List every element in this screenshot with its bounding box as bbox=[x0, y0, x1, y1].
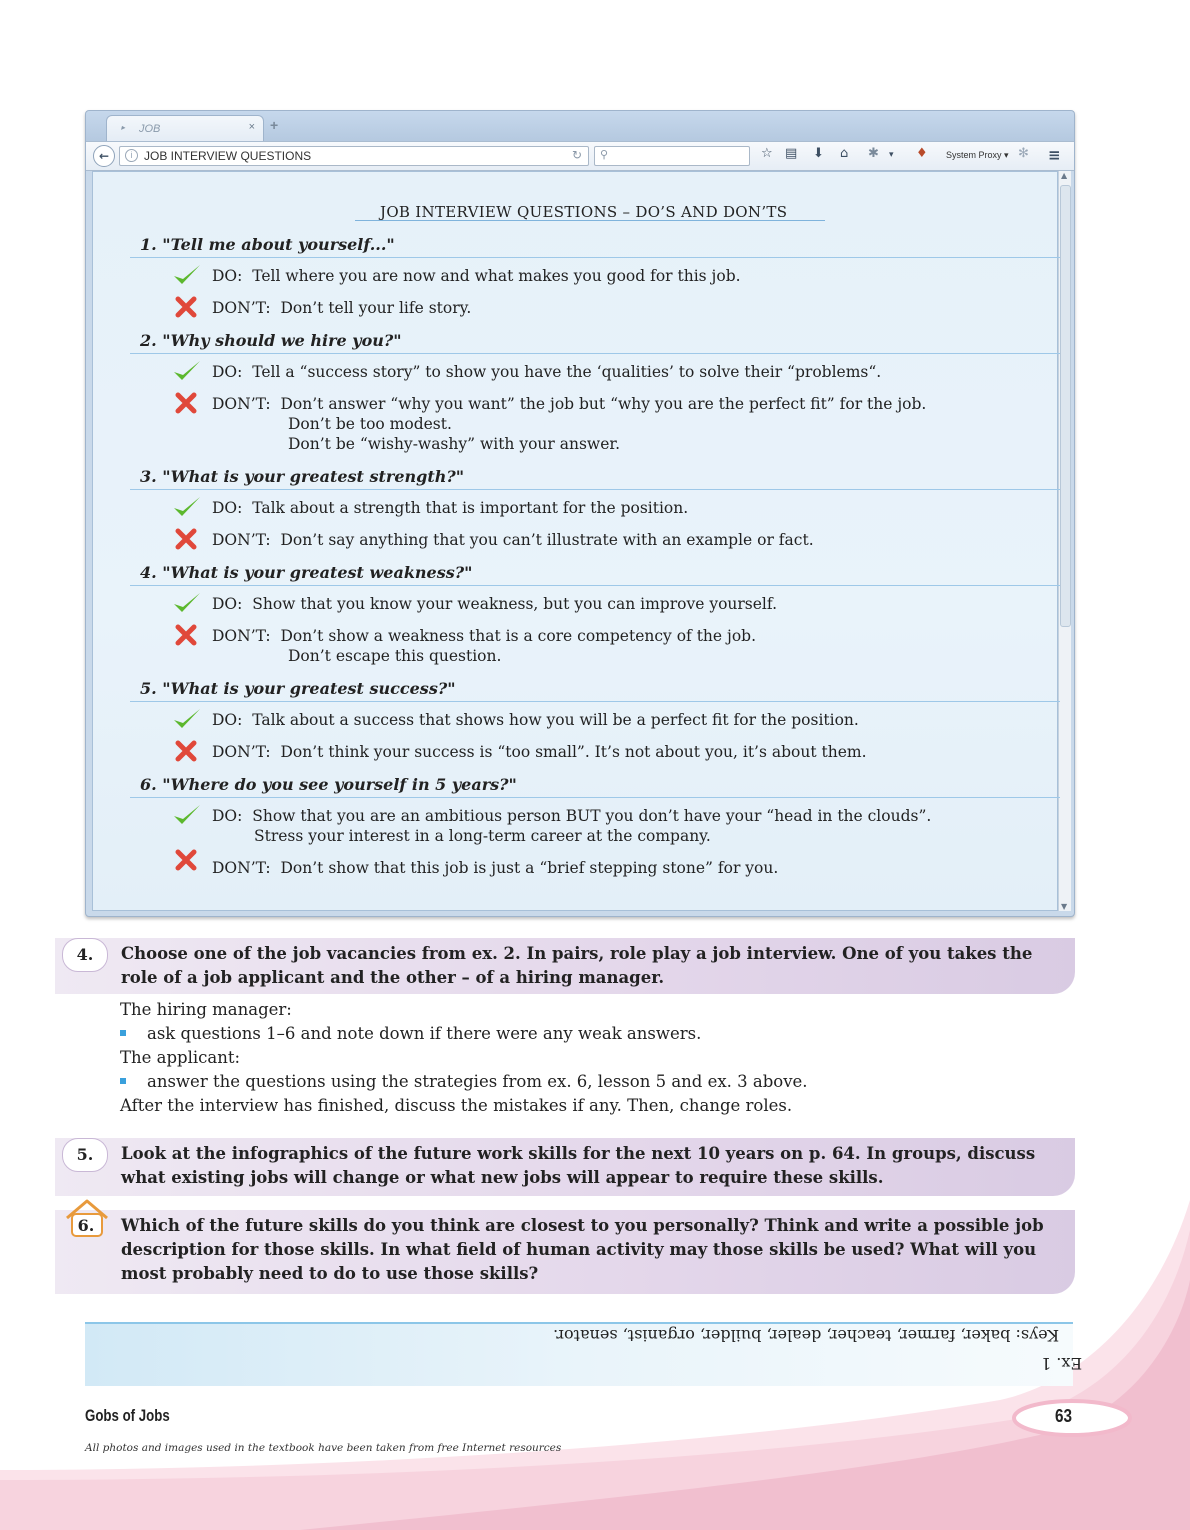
hiring-manager-label: The hiring manager: bbox=[120, 1000, 292, 1019]
do-text: Tell where you are now and what makes you good for this job. bbox=[252, 267, 741, 285]
image-credit-note: All photos and images used in the textbook have been taken from free Internet resources bbox=[85, 1442, 562, 1454]
back-button[interactable] bbox=[93, 145, 115, 167]
dont-text: Don’t tell your life story. bbox=[280, 299, 472, 317]
do-item bbox=[212, 807, 931, 825]
bullet-marker bbox=[120, 1078, 126, 1084]
do-text: Talk about a strength that is important for the position. bbox=[252, 499, 689, 517]
search-icon: ⚲ bbox=[600, 148, 609, 161]
close-tab-icon[interactable]: × bbox=[248, 121, 255, 133]
dont-item bbox=[212, 299, 471, 317]
search-input[interactable] bbox=[594, 146, 750, 166]
answer-keys-box bbox=[85, 1322, 1083, 1386]
url-text: JOB INTERVIEW QUESTIONS bbox=[144, 149, 312, 163]
dont-label: DON’T: bbox=[212, 531, 271, 549]
menu-icon[interactable]: ≡ bbox=[1048, 146, 1061, 164]
hiring-manager-task: ask questions 1–6 and note down if there were any weak answers. bbox=[147, 1024, 702, 1043]
do-item bbox=[212, 711, 859, 729]
do-text: Talk about a success that shows how you will be a perfect fit for the position. bbox=[252, 711, 859, 729]
do-label: DO: bbox=[212, 363, 243, 381]
dont-item bbox=[212, 859, 778, 877]
dont-label: DON’T: bbox=[212, 859, 271, 877]
exercise-4-instruction bbox=[121, 942, 1073, 990]
address-bar[interactable] bbox=[119, 146, 589, 166]
navigation-bar bbox=[86, 141, 1074, 171]
dont-text: Don’t show a weakness that is a core competency of the job. bbox=[280, 627, 757, 645]
reload-icon[interactable]: ↻ bbox=[571, 148, 582, 162]
question-divider bbox=[130, 797, 1060, 798]
dont-text: Don’t show that this job is just a “brief stepping stone” for you. bbox=[280, 859, 779, 877]
cross-icon bbox=[175, 849, 197, 871]
check-icon bbox=[172, 591, 202, 615]
dont-text: Don’t answer “why you want” the job but “why you are the perfect fit” for the job. bbox=[280, 395, 927, 413]
download-icon[interactable]: ⬇ bbox=[813, 146, 824, 161]
check-icon bbox=[172, 495, 202, 519]
exercise-6-line-1: Which of the future skills do you think are closest to you personally? Think and write a possible job bbox=[121, 1216, 1044, 1235]
exercise-6-instruction bbox=[121, 1214, 1073, 1286]
cross-icon bbox=[175, 392, 197, 414]
extension-icon[interactable]: ✱ bbox=[868, 146, 879, 161]
unit-title: Gobs of Jobs bbox=[85, 1406, 170, 1425]
exercise-5-instruction bbox=[121, 1142, 1073, 1190]
question-2: 2. "Why should we hire you?" bbox=[140, 331, 402, 350]
exercise-6-number: 6. bbox=[77, 1216, 95, 1235]
exercise-4-number: 4. bbox=[62, 938, 108, 972]
do-label: DO: bbox=[212, 807, 243, 825]
do-item bbox=[212, 267, 741, 285]
exercise-6-line-3: most probably need to do to use those skills? bbox=[121, 1264, 539, 1283]
addon-icon[interactable]: ♦ bbox=[916, 146, 928, 161]
question-divider bbox=[130, 701, 1060, 702]
clipboard-icon[interactable]: ▤ bbox=[785, 146, 798, 161]
do-text: Show that you are an ambitious person BUT you don’t have your “head in the clouds”. bbox=[252, 807, 932, 825]
chevron-down-icon[interactable]: ▾ bbox=[889, 150, 894, 160]
do-item bbox=[212, 499, 688, 517]
question-6: 6. "Where do you see yourself in 5 years?" bbox=[140, 775, 517, 794]
dont-item bbox=[212, 627, 756, 645]
question-5: 5. "What is your greatest success?" bbox=[140, 679, 456, 698]
dont-label: DON’T: bbox=[212, 627, 271, 645]
dont-label: DON’T: bbox=[212, 743, 271, 761]
dont-extra: Don’t escape this question. bbox=[288, 647, 502, 665]
new-tab-button[interactable]: + bbox=[270, 117, 279, 133]
vertical-scrollbar[interactable] bbox=[1058, 171, 1071, 911]
tab-arrow-icon: ▸ bbox=[121, 123, 126, 132]
question-1: 1. "Tell me about yourself..." bbox=[140, 235, 395, 254]
back-arrow-icon: ← bbox=[98, 149, 110, 163]
scroll-thumb[interactable] bbox=[1060, 185, 1071, 627]
title-underline bbox=[355, 220, 825, 221]
scroll-down-arrow-icon[interactable]: ▼ bbox=[1061, 902, 1068, 911]
exercise-4-line-1: Choose one of the job vacancies from ex. 2. In pairs, role play a job interview. One of you takes the bbox=[121, 944, 1033, 963]
dont-item bbox=[212, 531, 814, 549]
cross-icon bbox=[175, 528, 197, 550]
dont-extra: Don’t be “wishy-washy” with your answer. bbox=[288, 435, 621, 453]
exercise-4-closing: After the interview has finished, discuss the mistakes if any. Then, change roles. bbox=[120, 1096, 793, 1115]
do-text: Tell a “success story” to show you have the ‘qualities’ to solve their “problems“. bbox=[252, 363, 882, 381]
tab-bar bbox=[86, 111, 1074, 141]
page-number: 63 bbox=[1055, 1406, 1073, 1426]
do-label: DO: bbox=[212, 267, 243, 285]
do-extra: Stress your interest in a long-term career at the company. bbox=[254, 827, 711, 845]
do-label: DO: bbox=[212, 711, 243, 729]
do-label: DO: bbox=[212, 595, 243, 613]
dont-text: Don’t say anything that you can’t illustrate with an example or fact. bbox=[280, 531, 814, 549]
tab-job[interactable] bbox=[106, 115, 264, 142]
cross-icon bbox=[175, 740, 197, 762]
question-3: 3. "What is your greatest strength?" bbox=[140, 467, 465, 486]
proxy-selector[interactable]: System Proxy ▾ bbox=[946, 150, 1009, 160]
question-4: 4. "What is your greatest weakness?" bbox=[140, 563, 473, 582]
tab-title: JOB bbox=[139, 123, 161, 135]
do-item bbox=[212, 595, 777, 613]
check-icon bbox=[172, 803, 202, 827]
check-icon bbox=[172, 359, 202, 383]
exercise-5-line-1: Look at the infographics of the future work skills for the next 10 years on p. 64. In groups, discuss bbox=[121, 1144, 1036, 1163]
exercise-6-line-2: description for those skills. In what field of human activity may those skills be used? What will you bbox=[121, 1240, 1037, 1259]
bullet-marker bbox=[120, 1030, 126, 1036]
exercise-5-line-2: what existing jobs will change or what new jobs will appear to require these skills. bbox=[121, 1168, 884, 1187]
answer-keys-exercise-label: Ex. 1 bbox=[1041, 1354, 1083, 1373]
do-item bbox=[212, 363, 881, 381]
applicant-task: answer the questions using the strategies from ex. 6, lesson 5 and ex. 3 above. bbox=[147, 1072, 808, 1091]
info-icon[interactable]: i bbox=[125, 149, 138, 162]
page-title: JOB INTERVIEW QUESTIONS – DO’S AND DON’TS bbox=[380, 203, 788, 221]
dont-item bbox=[212, 395, 926, 413]
do-label: DO: bbox=[212, 499, 243, 517]
dont-label: DON’T: bbox=[212, 299, 271, 317]
dont-text: Don’t think your success is “too small”. It’s not about you, it’s about them. bbox=[280, 743, 867, 761]
dont-extra: Don’t be too modest. bbox=[288, 415, 452, 433]
settings-gear-icon[interactable]: ✻ bbox=[1018, 146, 1029, 161]
check-icon bbox=[172, 263, 202, 287]
scroll-up-arrow-icon[interactable]: ▲ bbox=[1061, 171, 1068, 180]
question-divider bbox=[130, 489, 1060, 490]
applicant-label: The applicant: bbox=[120, 1048, 241, 1067]
dont-item bbox=[212, 743, 867, 761]
home-icon[interactable]: ⌂ bbox=[840, 146, 849, 161]
question-divider bbox=[130, 257, 1060, 258]
check-icon bbox=[172, 707, 202, 731]
question-divider bbox=[130, 585, 1060, 586]
cross-icon bbox=[175, 624, 197, 646]
exercise-4-line-2: role of a job applicant and the other – of a hiring manager. bbox=[121, 968, 665, 987]
bookmark-star-icon[interactable]: ☆ bbox=[761, 146, 773, 161]
dont-label: DON’T: bbox=[212, 395, 271, 413]
question-divider bbox=[130, 353, 1060, 354]
answer-keys-text: Keys: baker, farmer, teacher, dealer, builder, organist, senator. bbox=[552, 1326, 1059, 1345]
exercise-5-number: 5. bbox=[62, 1138, 108, 1172]
cross-icon bbox=[175, 296, 197, 318]
do-text: Show that you know your weakness, but you can improve yourself. bbox=[252, 595, 777, 613]
